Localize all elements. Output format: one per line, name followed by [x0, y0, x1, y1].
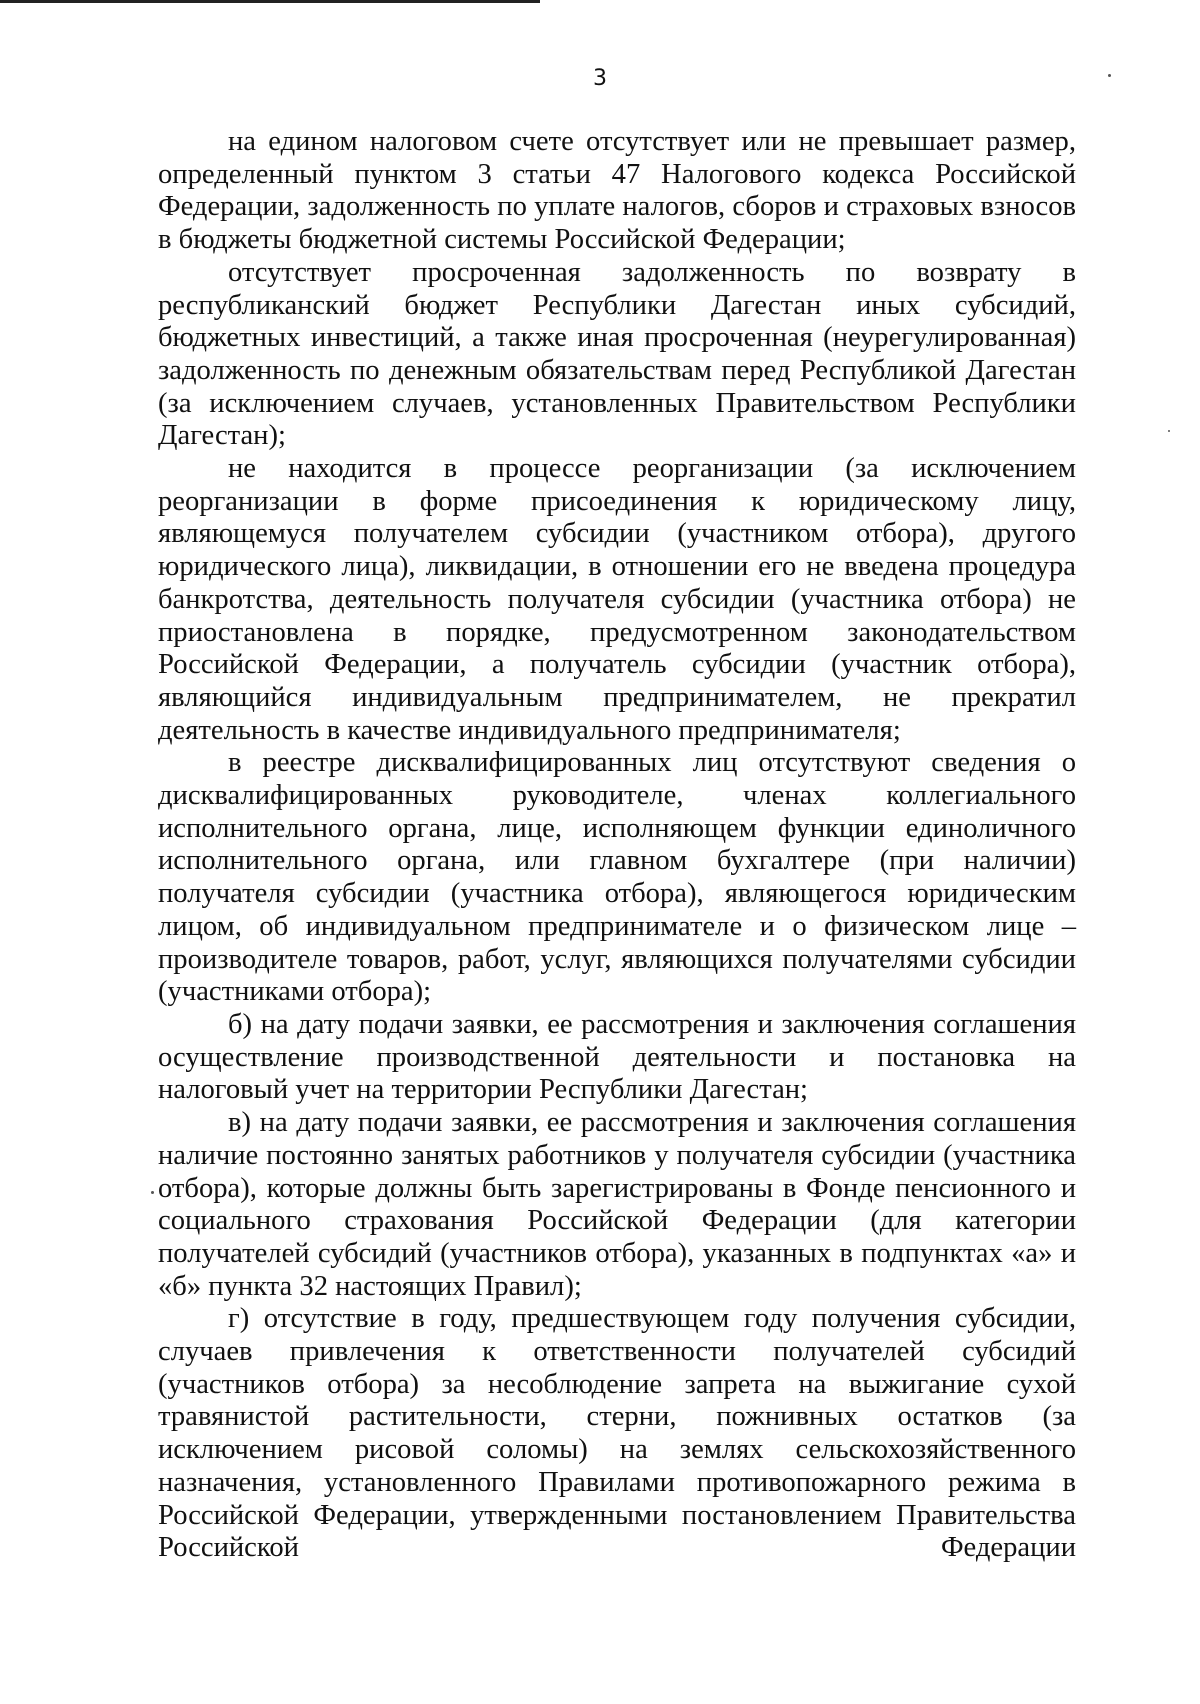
- page-number: 3: [593, 66, 607, 91]
- scan-speck: [151, 1191, 154, 1194]
- document-body: [158, 126, 1076, 1565]
- scan-speck: [1108, 74, 1111, 77]
- paragraph-overdue-debt: отсутствует просроченная задолженность по возврату в республиканский бюджет Республики Дагестан иных субсидий, бюджетных инвестиций, а также иная просроченная (неурегулированная) задолженность по денежным обязательствам перед Республикой Дагестан (за исключением случаев, установленных Правительством Республики Дагестан);: [158, 256, 1076, 452]
- paragraph-reorganization: не находится в процессе реорганизации (за исключением реорганизации в форме присоединения к юридическому лицу, являющемуся получателем субсидии (участником отбора), другого юридического лица), ликвидации, в отношении его не введена процедура банкротства, деятельность получателя субсидии (участника отбора) не приостановлена в порядке, предусмотренном законодательством Российской Федерации, а получатель субсидии (участник отбора), являющийся индивидуальным предпринимателем, не прекратил деятельность в качестве индивидуального предпринимателя;: [158, 453, 1076, 746]
- paragraph-item-v: в) на дату подачи заявки, ее рассмотрения и заключения соглашения наличие постоянно занятых работников у получателя субсидии (участника отбора), которые должны быть зарегистрированы в Фонде пенсионного и социального страхования Российской Федерации (для категории получателей субсидий (участников отбора), указанных в подпунктах «а» и «б» пункта 32 настоящих Правил);: [158, 1107, 1076, 1302]
- paragraph-item-g: г) отсутствие в году, предшествующем году получения субсидии, случаев привлечения к ответственности получателей субсидий (участников отбора) за несоблюдение запрета на выжигание сухой травянистой растительности, стерни, пожнивных остатков (за исключением рисовой соломы) на землях сельскохозяйственного назначения, установленного Правилами противопожарного режима в Российской Федерации, утвержденными постановлением Правительства Российской Федерации: [158, 1303, 1076, 1564]
- paragraph-tax-debt: на едином налоговом счете отсутствует или не превышает размер, определенный пунктом 3 статьи 47 Налогового кодекса Российской Федерации, задолженность по уплате налогов, сборов и страховых взносов в бюджеты бюджетной системы Российской Федерации;: [158, 126, 1076, 256]
- scan-speck: [1168, 430, 1170, 432]
- top-border-line: [0, 0, 540, 3]
- paragraph-item-b: б) на дату подачи заявки, ее рассмотрения и заключения соглашения осуществление производственной деятельности и постановка на налоговый учет на территории Республики Дагестан;: [158, 1008, 1076, 1106]
- paragraph-disqualified-persons: в реестре дисквалифицированных лиц отсутствуют сведения о дисквалифицированных руководителе, членах коллегиального исполнительного органа, лице, исполняющем функции единоличного исполнительного органа, или главном бухгалтере (при наличии) получателя субсидии (участника отбора), являющегося юридическим лицом, об индивидуальном предпринимателе и о физическом лице – производителе товаров, работ, услуг, являющихся получателями субсидии (участниками отбора);: [158, 747, 1076, 1008]
